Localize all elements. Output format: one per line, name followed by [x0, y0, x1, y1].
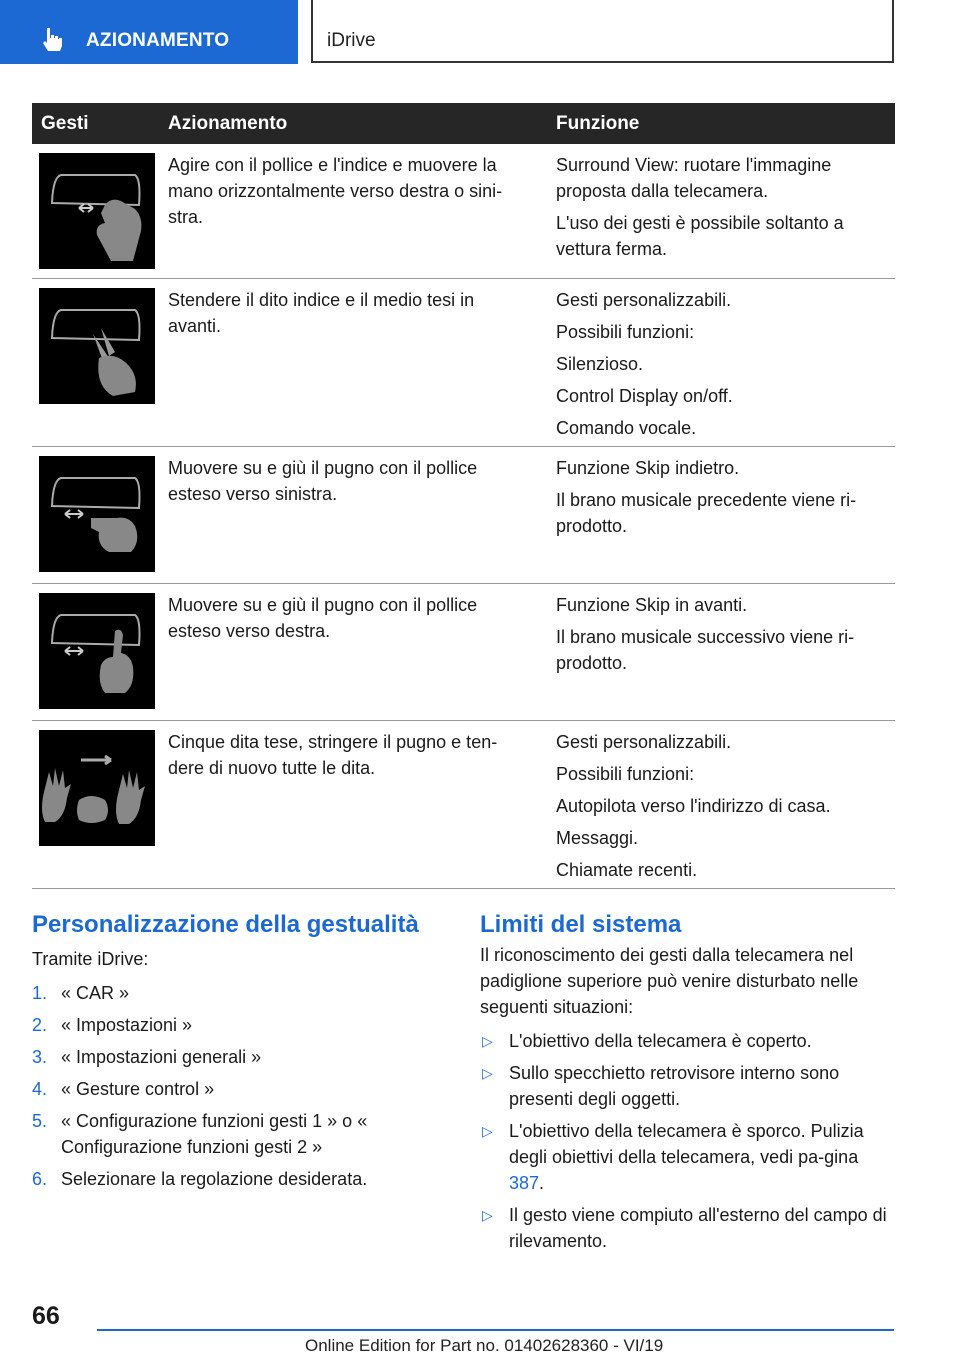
fist-thumb-right-icon: [39, 593, 155, 709]
list-item: [480, 1060, 895, 1112]
function-line: Il brano musicale precedente viene ri-prodotto.: [556, 490, 857, 536]
step-number: 5.: [32, 1111, 48, 1131]
step-text: « Impostazioni »: [61, 1015, 193, 1035]
list-item: [480, 1118, 895, 1196]
bullet-text: Il gesto viene compiuto all'esterno del campo di rilevamento.: [509, 1205, 887, 1251]
function-line: L'uso dei gesti è possibile soltanto a vettura ferma.: [556, 213, 844, 259]
list-item: [32, 1012, 432, 1038]
chapter-title: iDrive: [327, 30, 376, 51]
gesture-thumbnail: [39, 288, 155, 404]
function-line: Messaggi.: [556, 828, 639, 848]
section-title: AZIONAMENTO: [86, 30, 230, 51]
action-text: Muovere su e giù il pugno con il pollice esteso verso sinistra.: [168, 458, 478, 504]
table-header: [32, 103, 895, 144]
step-number: 3.: [32, 1047, 48, 1067]
step-text: Selezionare la regolazione desiderata.: [61, 1169, 368, 1189]
header-gesti: Gesti: [41, 113, 89, 134]
bullet-text: L'obiettivo della telecamera è coperto.: [509, 1031, 812, 1051]
action-text: Muovere su e giù il pugno con il pollice esteso verso destra.: [168, 595, 478, 641]
triangle-bullet-icon: ▷: [482, 1033, 493, 1049]
function-line: Funzione Skip indietro.: [556, 458, 740, 478]
function-line: Surround View: ruotare l'immagine proposta dalla telecamera.: [556, 155, 832, 201]
personalization-title: Personalizzazione della gestualità: [32, 911, 419, 938]
gesture-thumbnail: [39, 593, 155, 709]
function-line: Chiamate recenti.: [556, 860, 698, 880]
action-text: Agire con il pollice e l'indice e muovere la mano orizzontalmente verso destra o sini-stra.: [168, 155, 503, 227]
gestures-table: [32, 103, 895, 889]
function-line: Autopilota verso l'indirizzo di casa.: [556, 796, 831, 816]
action-text: Cinque dita tese, stringere il pugno e ten-dere di nuovo tutte le dita.: [168, 732, 498, 778]
gesture-thumbnail: [39, 730, 155, 846]
edition-text: Online Edition for Part no. 01402628360 - VI/19: [305, 1336, 664, 1355]
gesture-thumbnail: [39, 153, 155, 269]
list-item: [32, 1166, 432, 1192]
fist-thumb-left-icon: [39, 456, 155, 572]
function-text: [556, 287, 891, 447]
step-number: 6.: [32, 1169, 48, 1189]
list-item: [32, 1108, 432, 1160]
page-number: 66: [32, 1302, 60, 1330]
swipe-thumb-index-icon: [39, 153, 155, 269]
gesture-thumbnail: [39, 456, 155, 572]
function-line: Possibili funzioni:: [556, 322, 695, 342]
limits-intro: Il riconoscimento dei gesti dalla telecamera nel padiglione superiore può venire disturbato nelle seguenti situazioni:: [480, 945, 859, 1017]
function-text: [556, 152, 891, 268]
step-text: « Impostazioni generali »: [61, 1047, 262, 1067]
two-fingers-forward-icon: [39, 288, 155, 404]
bullet-text-end: .: [539, 1173, 545, 1193]
list-item: [480, 1028, 895, 1054]
step-text: « Gesture control »: [61, 1079, 215, 1099]
function-line: Silenzioso.: [556, 354, 644, 374]
header-funzione: Funzione: [556, 113, 640, 134]
footer-divider: [97, 1329, 894, 1331]
bullet-text: Sullo specchietto retrovisore interno sono presenti degli oggetti.: [509, 1063, 840, 1109]
limits-section: [480, 910, 895, 1260]
table-row: [32, 144, 895, 279]
function-line: Gesti personalizzabili.: [556, 290, 732, 310]
list-item: [32, 1044, 432, 1070]
personalization-section: [32, 910, 432, 1198]
steps-list: [32, 980, 432, 1192]
step-text: « CAR »: [61, 983, 130, 1003]
section-tab: [0, 0, 298, 64]
function-text: [556, 729, 891, 889]
step-number: 1.: [32, 983, 48, 1003]
list-item: [32, 980, 432, 1006]
limits-title: Limiti del sistema: [480, 911, 682, 938]
triangle-bullet-icon: ▷: [482, 1065, 493, 1081]
function-line: Gesti personalizzabili.: [556, 732, 732, 752]
function-line: Control Display on/off.: [556, 386, 733, 406]
function-text: [556, 455, 891, 545]
step-number: 2.: [32, 1015, 48, 1035]
list-item: [32, 1076, 432, 1102]
function-line: Possibili funzioni:: [556, 764, 695, 784]
list-item: [480, 1202, 895, 1254]
function-text: [556, 592, 891, 682]
function-line: Il brano musicale successivo viene ri-prodotto.: [556, 627, 855, 673]
open-close-hand-icon: [39, 730, 155, 846]
action-text: Stendere il dito indice e il medio tesi in avanti.: [168, 290, 475, 336]
limits-list: [480, 1028, 895, 1254]
table-row: [32, 279, 895, 447]
table-row: [32, 584, 895, 721]
triangle-bullet-icon: ▷: [482, 1207, 493, 1223]
step-text: « Configurazione funzioni gesti 1 » o « Configurazione funzioni gesti 2 »: [61, 1111, 368, 1157]
hand-pointer-icon: [40, 26, 66, 52]
bullet-text: L'obiettivo della telecamera è sporco. Pulizia degli obiettivi della telecamera, vedi pa-gina: [509, 1121, 864, 1167]
function-line: Funzione Skip in avanti.: [556, 595, 748, 615]
header-azionamento: Azionamento: [168, 113, 288, 134]
function-line: Comando vocale.: [556, 418, 697, 438]
table-row: [32, 447, 895, 584]
step-number: 4.: [32, 1079, 48, 1099]
table-row: [32, 721, 895, 889]
personalization-intro: Tramite iDrive:: [32, 949, 149, 969]
page-link[interactable]: 387: [509, 1173, 540, 1193]
triangle-bullet-icon: ▷: [482, 1123, 493, 1139]
chapter-box: [311, 0, 894, 63]
